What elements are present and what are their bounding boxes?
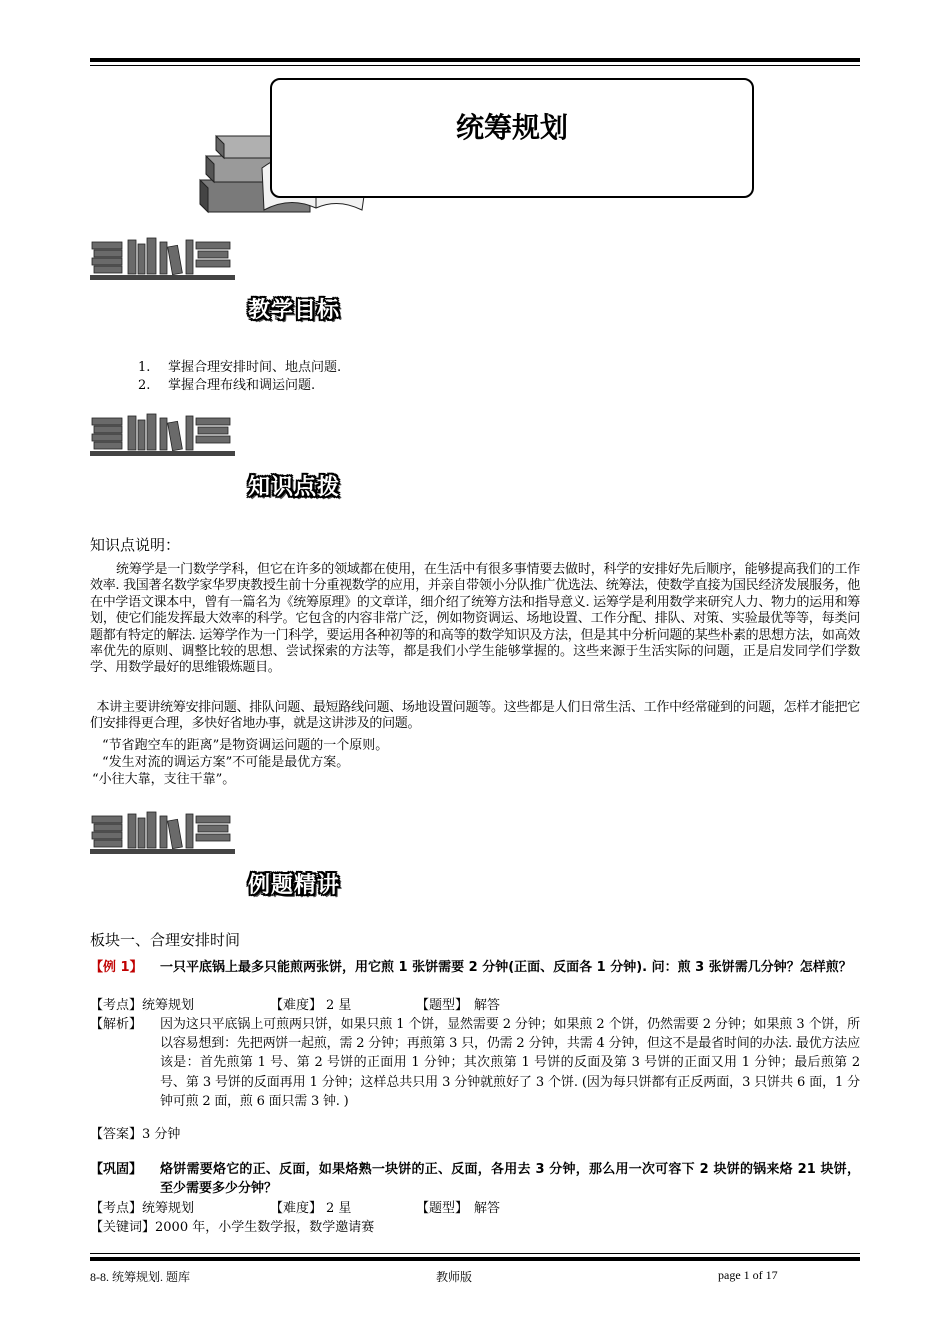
footer-rule-thick: [90, 1257, 860, 1261]
nandu-label: 【难度】: [270, 1201, 323, 1216]
footer-page-number: page 1 of 17: [718, 1268, 778, 1282]
nandu-value: 2 星: [326, 998, 352, 1013]
tixing-label: 【题型】: [416, 1201, 469, 1216]
kaodian-label: 【考点】: [90, 1201, 143, 1216]
header-rule-thick: [90, 58, 860, 62]
knowledge-heading: 知识点说明：: [90, 536, 181, 554]
consolidate-label: 【巩固】: [90, 1162, 143, 1177]
kaodian-value: 统筹规划: [142, 1201, 195, 1216]
knowledge-quote: “发生对流的调运方案”不可能是最优方案。: [102, 755, 350, 770]
header-rule-thin: [90, 65, 860, 66]
goal-text: 掌握合理布线和调运问题.: [168, 378, 316, 393]
example-meta: [90, 996, 860, 1015]
consolidate-keywords: [90, 1218, 860, 1237]
tixing-label: 【题型】: [416, 998, 469, 1013]
section-title-examples: 例题精讲: [248, 873, 341, 898]
section-title-goals: 教学目标: [248, 298, 341, 323]
keyword-label: 【关键词】: [90, 1220, 156, 1235]
footer-center: 教师版: [436, 1270, 473, 1284]
jiexi-text: 因为这只平底锅上可煎两只饼，如果只煎 1 个饼，显然需要 2 分钟；如果煎 2 个饼，仍然需要 2 分钟；如果煎 3 个饼，所以容易想到：先把两饼一起煎，需 2 分钟；再煎第 3 只，仍需 2 分钟，共需 4 分钟，但这不是最省时间的办法. 最优方法应该是：首先煎第 1 号、第 2 号饼的正面用 1 分钟；其次煎第 1 号饼的反面及第 3 号饼的正面又用 1 分钟；最后煎第 2 号、第 3 号饼的反面再用 1 分钟；这样总共只用 3 分钟就煎好了 3 个饼. (因为每只饼都有正反两面，3 只饼共 6 面，1 分钟可煎 2 面，煎 6 面只需 3 钟. ): [160, 1017, 860, 1109]
bookshelf-icon: [90, 412, 235, 462]
goal-item: [138, 374, 315, 393]
consolidate-question-text: 烙饼需要烙它的正、反面，如果烙熟一块饼的正、反面，各用去 3 分钟，那么用一次可容下 2 块饼的锅来烙 21 块饼，至少需要多少分钟？: [160, 1162, 860, 1196]
goal-number: 2.: [138, 378, 151, 393]
keyword-value: 2000 年，小学生数学报，数学邀请赛: [155, 1220, 375, 1235]
goal-text: 掌握合理安排时间、地点问题.: [168, 360, 342, 375]
footer-left: 8-8. 统筹规划. 题库: [90, 1270, 190, 1284]
knowledge-quote: “小往大靠，支往干靠”。: [92, 772, 236, 787]
example-question-text: 一只平底锅上最多只能煎两张饼，用它煎 1 张饼需要 2 分钟(正面、反面各 1 分钟). 问：煎 3 张饼需几分钟？怎样煎？: [160, 960, 852, 975]
daan-label: 【答案】: [90, 1127, 143, 1142]
title-box: [270, 78, 754, 198]
kaodian-value: 统筹规划: [142, 998, 195, 1013]
tixing-value: 解答: [474, 998, 501, 1013]
kaodian-label: 【考点】: [90, 998, 143, 1013]
knowledge-paragraph-2: 本讲主要讲统筹安排问题、排队问题、最短路线问题、场地设置问题等。这些都是人们日常生活、工作中经常碰到的问题，怎样才能把它们安排得更合理，多快好省地办事，就是这讲涉及的问题。: [90, 700, 860, 732]
jiexi-label: 【解析】: [90, 1017, 143, 1032]
knowledge-paragraph: 统筹学是一门数学学科，但它在许多的领域都在使用，在生活中有很多事情要去做时，科学的安排好先后顺序，能够提高我们的工作效率. 我国著名数学家华罗庚教授生前十分重视数学的应用，并亲自带领小分队推广优选法、统筹法，使数学直接为国民经济发展服务，他在中学语文课本中，曾有一篇名为《统筹原理》的文章详，细介绍了统筹方法和指导意义. 运筹学是利用数学来研究人力、物力的运用和筹划，使它们能发挥最大效率的科学。它包含的内容非常广泛，例如物资调运、场地设置、工作分配、排队、对策、实验最优等等，每类问题都有特定的解法. 运筹学作为一门科学，要运用各种初等的和高等的数学知识及方法，但是其中分析问题的某些朴素的思想方法，如高效率优先的原则、调整比较的思想、尝试探索的方法等，都是我们小学生能够掌握的。这些来源于生活实际的问题，正是启发同学们学数学、用数学最好的思维锻炼题目。: [90, 562, 860, 676]
consolidate-question: [90, 1160, 860, 1200]
goal-item: [138, 356, 341, 375]
bookshelf-icon: [90, 810, 235, 860]
bookshelf-icon: [90, 236, 235, 286]
knowledge-quote: “节省跑空车的距离”是物资调运问题的一个原则。: [102, 738, 389, 753]
section-title-knowledge: 知识点拨: [248, 475, 341, 500]
goal-number: 1.: [138, 360, 151, 375]
example-label: 【例 1】: [90, 960, 143, 975]
page-title: 统筹规划: [455, 111, 568, 144]
consolidate-meta: [90, 1199, 860, 1218]
tixing-value: 解答: [474, 1201, 501, 1216]
nandu-label: 【难度】: [270, 998, 323, 1013]
example-answer: [90, 1125, 860, 1144]
block-heading: 板块一、合理安排时间: [90, 931, 241, 949]
footer-rule-thin: [90, 1253, 860, 1254]
nandu-value: 2 星: [326, 1201, 352, 1216]
daan-value: 3 分钟: [142, 1127, 181, 1142]
